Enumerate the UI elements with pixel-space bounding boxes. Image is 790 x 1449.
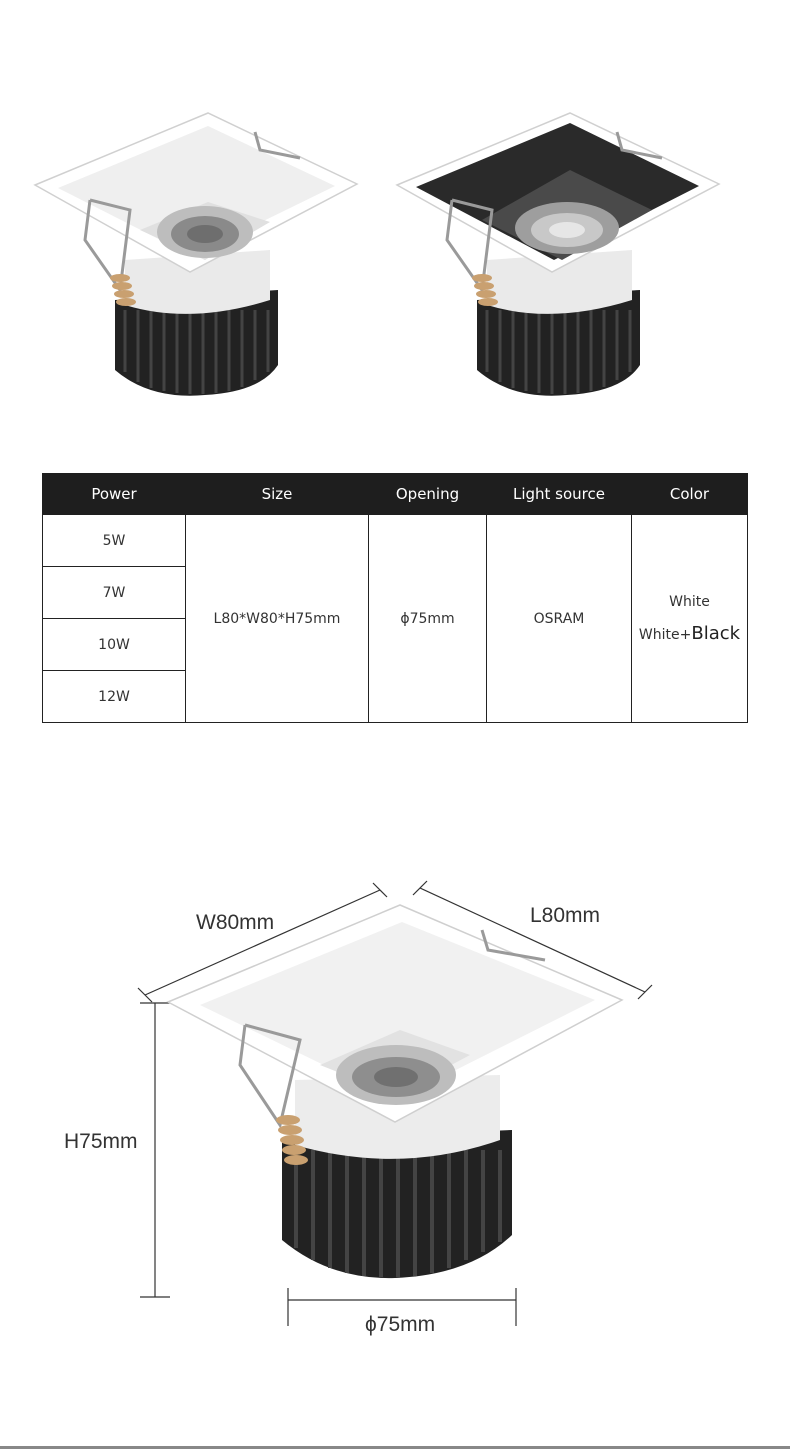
power-cell: 12W bbox=[43, 671, 186, 723]
spec-table bbox=[42, 473, 748, 723]
opening-cell: ϕ75mm bbox=[369, 515, 487, 723]
table-header-row bbox=[43, 474, 748, 515]
white-square-downlight-icon bbox=[30, 110, 360, 400]
header-light-source: Light source bbox=[487, 474, 632, 515]
header-size: Size bbox=[186, 474, 369, 515]
color-prefix: White+ bbox=[638, 627, 692, 643]
light-source-cell: OSRAM bbox=[487, 515, 632, 723]
diameter-label: ϕ75mm bbox=[365, 1313, 436, 1336]
color-line-2 bbox=[632, 618, 747, 651]
color-cell bbox=[632, 515, 748, 723]
power-cell: 7W bbox=[43, 567, 186, 619]
color-emph: Black bbox=[691, 623, 741, 644]
height-label: H75mm bbox=[64, 1130, 138, 1153]
header-color: Color bbox=[632, 474, 748, 515]
black-reflector-downlight-icon bbox=[392, 110, 722, 400]
header-opening: Opening bbox=[369, 474, 487, 515]
width-label: W80mm bbox=[196, 911, 275, 934]
length-label: L80mm bbox=[530, 904, 601, 927]
power-cell: 10W bbox=[43, 619, 186, 671]
size-cell: L80*W80*H75mm bbox=[186, 515, 369, 723]
power-cell: 5W bbox=[43, 515, 186, 567]
header-power: Power bbox=[43, 474, 186, 515]
color-line-1: White bbox=[669, 594, 710, 610]
dimension-downlight-icon bbox=[0, 860, 790, 1360]
table-row bbox=[43, 515, 748, 567]
